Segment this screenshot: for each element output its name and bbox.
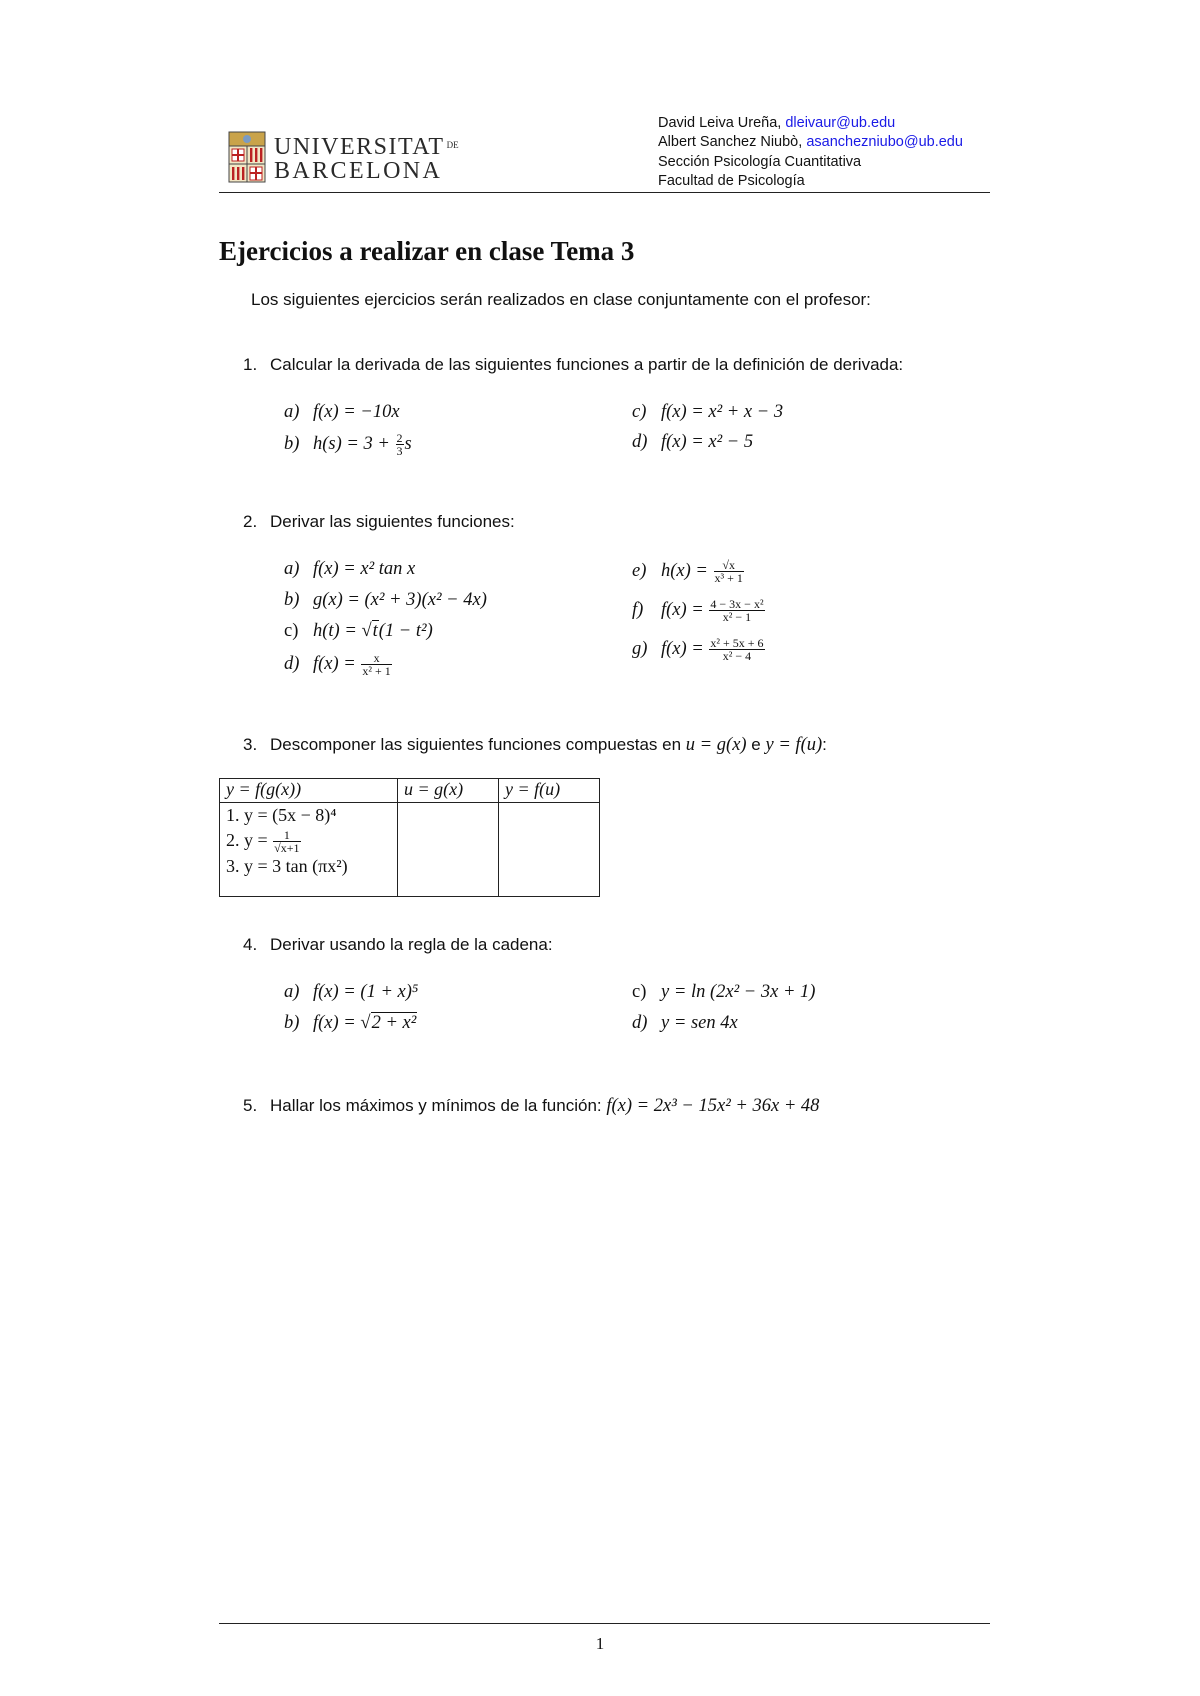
intro-text: Los siguientes ejercicios serán realizados en clase conjuntamente con el profesor:	[251, 290, 871, 309]
university-crest-icon	[227, 130, 267, 184]
logo-line-2: BARCELONA	[274, 158, 443, 184]
exercise-2a: a) f(x) = x² tan x	[284, 559, 416, 579]
author-2: Albert Sanchez Niubò, asanchezniubo@ub.edu	[658, 134, 963, 151]
section-name: Sección Psicología Cuantitativa	[658, 153, 862, 170]
faculty-name: Facultad de Psicología	[658, 173, 805, 190]
exercise-2d: d) f(x) = $\frac{x}{\text{x² + 1}}$	[284, 651, 391, 678]
document-title: Ejercicios a realizar en clase Tema 3	[219, 236, 635, 266]
exercise-2e: e) h(x) = $\frac{√x}{\text{x³ + 1}}$	[632, 558, 743, 585]
exercise-4-heading: 4. Derivar usando la regla de la cadena:	[243, 935, 553, 954]
exercise-4a: a) f(x) = (1 + x)⁵	[284, 982, 419, 1002]
university-logo	[227, 128, 459, 186]
composition-table	[219, 778, 600, 897]
table-composite-functions	[220, 803, 398, 897]
table-row	[220, 803, 600, 897]
exercise-5-heading: 5. Hallar los máximos y mínimos de la función: f(x) = 2x³ − 15x² + 36x + 48	[243, 1096, 820, 1116]
logo-line-1: UNIVERSITAT $^{DE}$	[274, 134, 459, 160]
table-inner-answers[interactable]	[398, 803, 499, 897]
table-header-composite: y = f(g(x))	[220, 779, 398, 803]
exercise-4b: b) f(x) = √2 + x²	[284, 1013, 417, 1033]
exercise-2c: c) h(t) = √t(1 − t²)	[284, 621, 433, 641]
exercise-2b: b) g(x) = (x² + 3)(x² − 4x)	[284, 590, 487, 610]
authors-block	[658, 114, 963, 192]
table-outer-answers[interactable]	[499, 803, 600, 897]
author-1-email-link[interactable]: dleivaur@ub.edu	[785, 115, 896, 131]
page-number: 1	[595, 1634, 605, 1653]
exercise-3-heading: 3. Descomponer las siguientes funciones compuestas en u = g(x) e y = f(u):	[243, 735, 827, 755]
table-header-inner: u = g(x)	[398, 779, 499, 803]
composite-2: 2. y = $\frac{1}{√x+1}$	[226, 828, 300, 856]
author-1: David Leiva Ureña, dleivaur@ub.edu	[658, 115, 896, 131]
exercise-1a: a) f(x) = −10x	[284, 402, 400, 422]
exercise-2-heading: 2. Derivar las siguientes funciones:	[243, 512, 515, 531]
exercise-4d: d) y = sen 4x	[632, 1013, 738, 1033]
exercise-1b: b) h(s) = 3 + $\frac{2}{3}$ s	[284, 431, 412, 458]
table-header-outer: y = f(u)	[499, 779, 600, 803]
page-header	[219, 112, 990, 193]
footer-divider	[219, 1623, 990, 1624]
author-2-email-link[interactable]: asanchezniubo@ub.edu	[806, 134, 963, 151]
composite-1: 1. y = (5x − 8)⁴	[226, 805, 337, 825]
exercise-1d: d) f(x) = x² − 5	[632, 432, 754, 452]
exercise-2f: f) f(x) = $\frac{\text{4 − 3x − x²}}{\text{x² − 1}}$	[632, 597, 764, 624]
exercise-1c: c) f(x) = x² + x − 3	[632, 402, 784, 422]
exercise-4c: c) y = ln (2x² − 3x + 1)	[632, 982, 816, 1002]
composite-3: 3. y = 3 tan (πx²)	[226, 856, 348, 877]
exercise-1-heading: 1. Calcular la derivada de las siguientes funciones a partir de la definición de derivada:	[243, 355, 904, 374]
exercise-2g: g) f(x) = $\frac{\text{x² + 5x + 6}}{\text{x² − 4}}$	[632, 636, 764, 663]
table-header-row	[220, 779, 600, 803]
